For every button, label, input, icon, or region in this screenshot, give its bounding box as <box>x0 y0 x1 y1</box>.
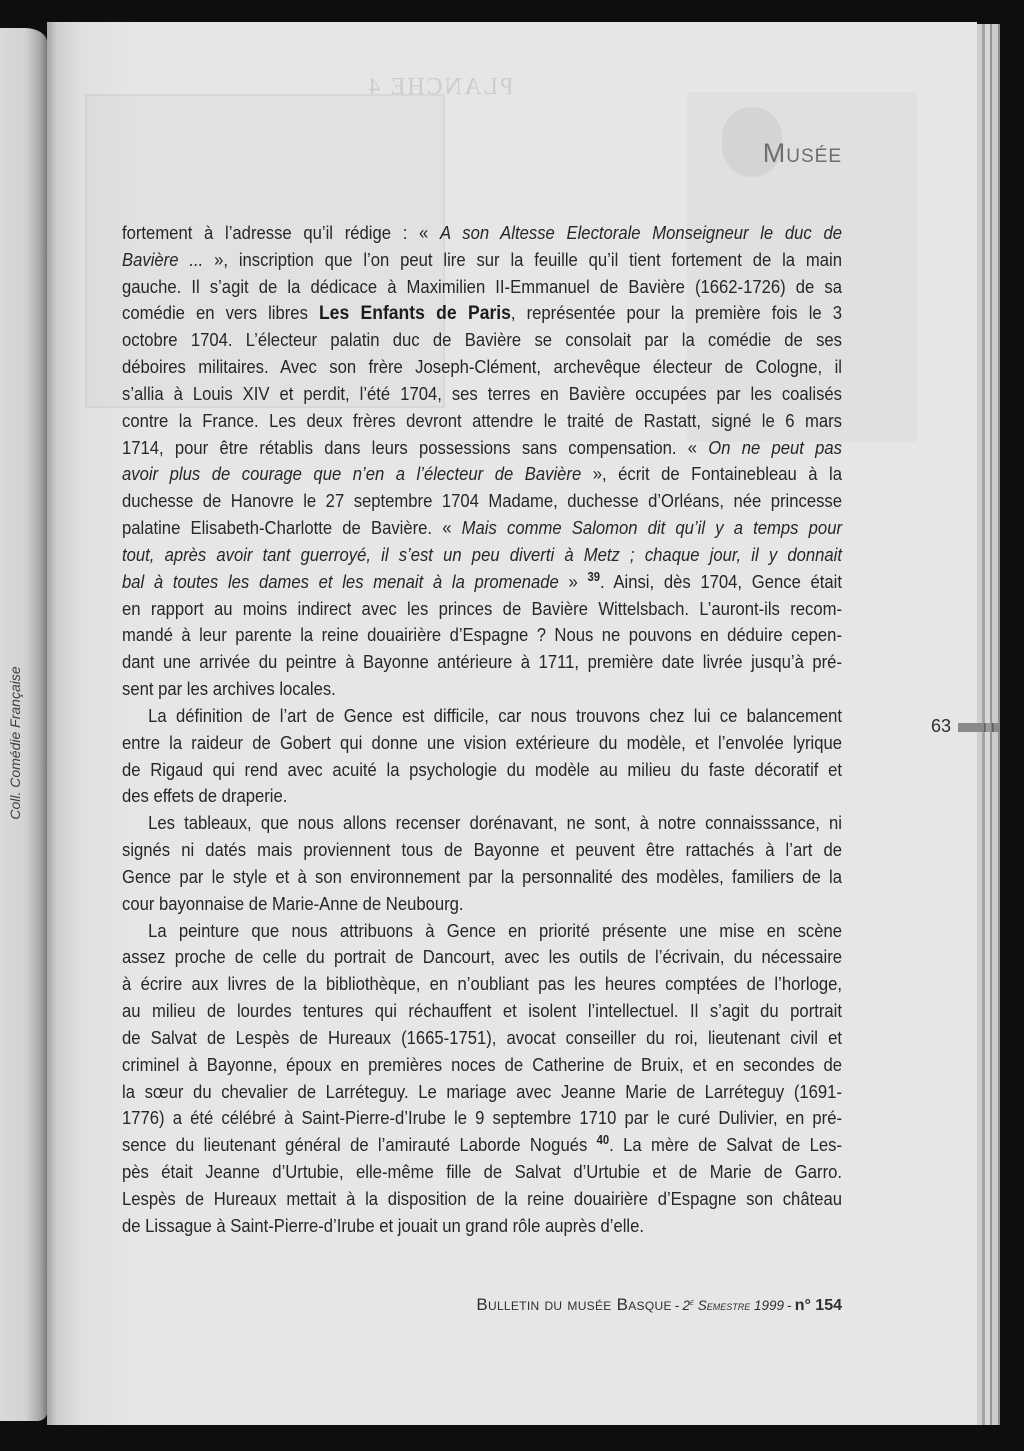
text-segment: de Lissague à Saint-Pierre-d’Irube et jouait un grand rôle auprès d’elle. <box>122 1214 645 1236</box>
page-number: 63 <box>931 716 952 736</box>
italic-quote-text: On ne peut pas <box>708 436 842 458</box>
text-segment: 1776) a été célébré à Saint-Pierre-d’Irube le 9 septembre 1710 par le curé Dulivier, en pré- <box>122 1107 842 1129</box>
text-segment: comédie en vers libres <box>122 302 319 324</box>
text-segment: Gence par le style et à son environnement par la personnalité des modèles, familiers de la <box>122 865 842 887</box>
text-line <box>122 757 842 784</box>
text-segment: palatine Elisabeth-Charlotte de Bavière. « <box>122 517 462 539</box>
running-footer <box>476 1293 842 1317</box>
italic-quote-text: bal à toutes les dames et les menait à la promenade <box>122 570 559 592</box>
text-line <box>122 461 842 488</box>
bold-work-title: Les Enfants de Paris <box>318 302 511 325</box>
text-segment: entre la raideur de Gobert qui donne une vision extérieure du modèle, et l’envolée lyrique <box>122 731 842 753</box>
text-segment: à écrire aux livres de la bibliothèque, en n’oubliant pas les heures comptées de l’horloge, <box>122 973 842 995</box>
text-segment: de Salvat de Lespès de Hureaux (1665-1751), avocat conseiller du roi, lieutenant civil et <box>122 1026 842 1048</box>
text-segment: fortement à l’adresse qu’il rédige : « <box>122 222 441 243</box>
semester-label <box>682 1298 784 1313</box>
text-line <box>122 247 842 274</box>
text-segment: en rapport au moins indirect avec les princes de Bavière Wittelsbach. L’auront-ils recom- <box>122 597 842 619</box>
text-line <box>122 998 842 1025</box>
bleed-through-plate-label: PLANCHE 4 <box>366 74 514 100</box>
text-segment: mandé à leur parente la reine douairière d’Espagne ? Nous ne pouvons en déduire cepen- <box>122 624 842 646</box>
text-line <box>122 864 842 891</box>
text-line <box>122 381 842 408</box>
text-line <box>122 300 842 327</box>
footer-separator: - <box>787 1297 792 1313</box>
text-line <box>122 488 842 515</box>
text-segment: déboires militaires. Avec son frère Joseph-Clément, archevêque électeur de Cologne, il <box>122 356 842 378</box>
text-line <box>122 1025 842 1052</box>
text-line <box>122 918 842 945</box>
semester-ordinal-suffix: e <box>689 1297 694 1307</box>
text-line <box>122 1186 842 1213</box>
text-segment: Lespès de Hureaux mettait à la disposition de la reine douairière d’Espagne son château <box>122 1187 842 1209</box>
text-segment: . Ainsi, dès 1704, Gence était <box>599 570 843 592</box>
text-line <box>122 408 842 435</box>
text-line <box>122 944 842 971</box>
text-line <box>122 810 842 837</box>
text-line <box>122 783 842 810</box>
semester-number: 2 <box>682 1298 690 1313</box>
text-line <box>122 274 842 301</box>
text-segment: signés ni datés mais proviennent tous de Bayonne et peuvent être rattachés à l’art de <box>122 839 842 861</box>
text-line <box>122 569 842 596</box>
text-segment: contre la France. Les deux frères devront attendre le traité de Rastatt, signé le 6 mars <box>122 409 842 431</box>
text-line <box>122 1132 842 1159</box>
photo-credit-caption: Coll. Comédie Française <box>7 666 23 820</box>
article-body <box>122 220 842 1239</box>
text-segment: de Rigaud qui rend avec acuité la psychologie du modèle au milieu du faste décoratif et <box>122 758 842 780</box>
text-segment: criminel à Bayonne, époux en premières noces de Catherine de Bruix, et en secondes de <box>122 1053 842 1075</box>
footnote-reference: 40 <box>596 1133 610 1148</box>
italic-quote-text: Mais comme Salomon dit qu’il y a temps pour <box>461 517 843 539</box>
text-segment: », écrit de Fontainebleau à la <box>581 463 842 485</box>
text-segment: 1714, pour être rétablis dans leurs possessions sans compensation. « <box>122 436 709 458</box>
text-line <box>122 971 842 998</box>
text-line <box>122 596 842 623</box>
text-segment: dant une arrivée du peintre à Bayonne antérieure à 1711, première date livrée jusqu’à pré- <box>122 651 842 673</box>
text-segment: des effets de draperie. <box>122 785 288 807</box>
text-line <box>122 1052 842 1079</box>
text-segment: . La mère de Salvat de Les- <box>609 1134 842 1156</box>
page-number-tab <box>958 723 1000 732</box>
text-segment: Les tableaux, que nous allons recenser dorénavant, ne sont, à notre connaisssance, ni <box>148 812 843 834</box>
text-line <box>122 435 842 462</box>
text-segment: sence du lieutenant général de l’amirauté Laborde Nogués <box>122 1134 597 1156</box>
text-segment: » <box>558 570 588 592</box>
text-segment: La définition de l’art de Gence est difficile, car nous trouvons chez lui ce balancement <box>148 704 843 726</box>
text-line <box>122 837 842 864</box>
italic-quote-text: Bavière ... <box>122 248 204 270</box>
text-segment: , représentée pour la première fois le 3 <box>510 302 842 324</box>
footnote-reference: 39 <box>587 569 600 584</box>
text-line <box>122 327 842 354</box>
text-line <box>122 891 842 918</box>
text-segment: duchesse de Hanovre le 27 septembre 1704 Madame, duchesse d’Orléans, née princesse <box>122 490 842 512</box>
footer-separator: - <box>674 1297 680 1313</box>
text-segment: assez proche de celle du portrait de Dancourt, avec les outils de l’écrivain, du nécessaire <box>122 946 842 968</box>
text-line <box>122 622 842 649</box>
text-line <box>122 1105 842 1132</box>
italic-quote-text: tout, après avoir tant guerroyé, il s’est un peu diverti à Metz ; chaque jour, il y donnait <box>122 543 842 565</box>
text-line <box>122 649 842 676</box>
text-segment: gauche. Il s’agit de la dédicace à Maximilien II-Emmanuel de Bavière (1662-1726) de sa <box>122 275 842 297</box>
text-line <box>122 354 842 381</box>
issue-number: n° 154 <box>794 1297 842 1314</box>
text-segment: cour bayonnaise de Marie-Anne de Neubourg. <box>122 892 464 914</box>
text-line <box>122 703 842 730</box>
text-segment: pès était Jeanne d’Urtubie, elle-même fille de Salvat d’Urtubie et de Marie de Garro. <box>122 1160 842 1182</box>
text-segment: la sœur du chevalier de Larréteguy. Le mariage avec Jeanne Marie de Larréteguy (1691- <box>122 1080 842 1102</box>
text-segment: », inscription que l’on peut lire sur la feuille qu’il tient fortement de la main <box>203 248 842 270</box>
text-segment: sent par les archives locales. <box>122 678 336 700</box>
text-segment: La peinture que nous attribuons à Gence en priorité présente une mise en scène <box>148 919 843 941</box>
text-line <box>122 515 842 542</box>
text-line <box>122 730 842 757</box>
journal-title: Bulletin du musée Basque <box>476 1295 672 1314</box>
italic-quote-text: A son Altesse Electorale Monseigneur le duc de <box>440 222 842 243</box>
left-facing-page <box>0 28 47 1421</box>
section-header: Musée <box>762 138 842 168</box>
text-line <box>122 676 842 703</box>
text-line <box>122 1079 842 1106</box>
text-line <box>122 1159 842 1186</box>
text-line <box>122 1213 842 1240</box>
text-segment: au milieu de lourdes tentures qui réchauffent et isolent l’intellectuel. Il s’agit du portrait <box>122 1000 842 1022</box>
text-segment: s’allia à Louis XIV et perdit, l’été 1704, ses terres en Bavière occupées par les coalisés <box>122 382 842 404</box>
text-line <box>122 220 842 247</box>
semester-text: Semestre 1999 <box>693 1298 785 1313</box>
text-line <box>122 542 842 569</box>
text-segment: octobre 1704. L’électeur palatin duc de Bavière se consolait par la comédie de ses <box>122 329 842 351</box>
italic-quote-text: avoir plus de courage que n’en a l’électeur de Bavière <box>122 463 582 485</box>
